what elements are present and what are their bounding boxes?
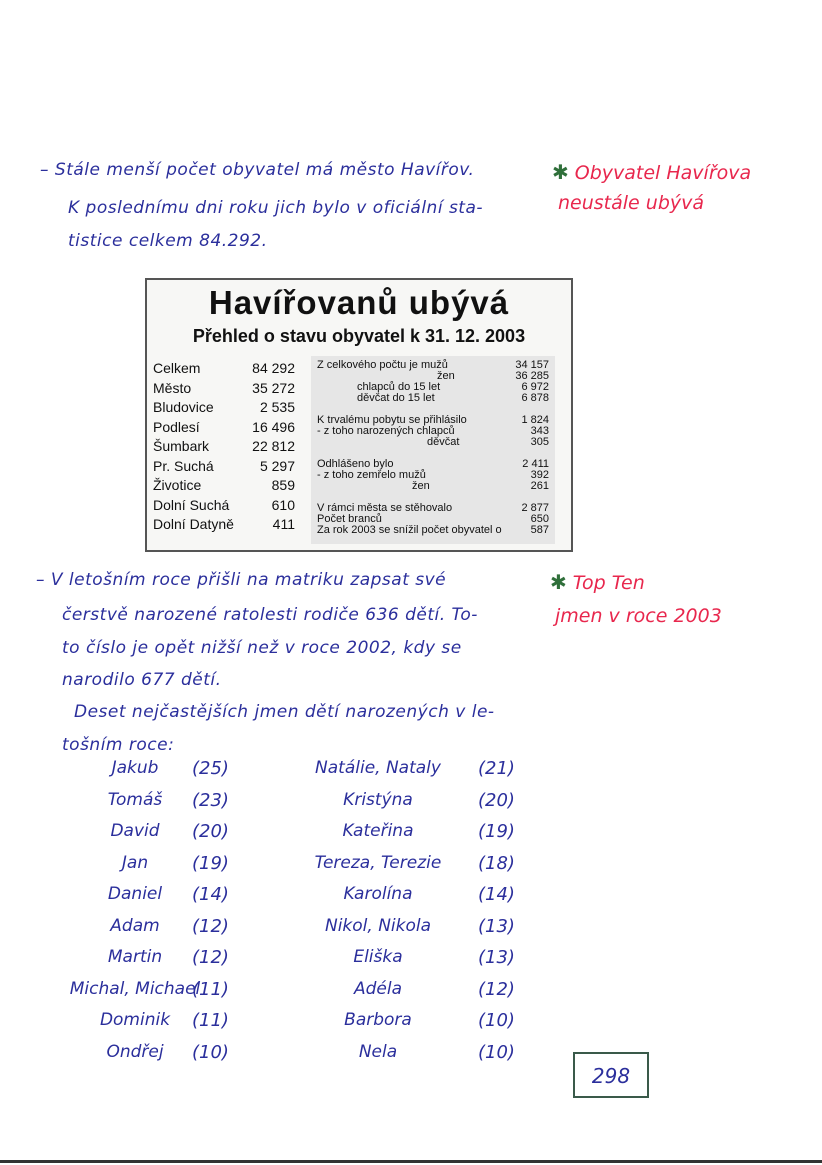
name-count: (12) <box>192 915 229 937</box>
district-name: Životice <box>153 477 202 493</box>
child-name: Tomáš <box>107 789 163 810</box>
stats-label: žen <box>437 370 455 382</box>
child-name: Dominik <box>99 1010 171 1030</box>
stats-value: 392 <box>530 469 549 481</box>
district-value: 411 <box>272 516 295 532</box>
district-value: 5 297 <box>259 457 295 474</box>
child-name: Kristýna <box>343 789 413 810</box>
text-line: – V letošním roce přišli na matriku zapsat své <box>36 570 447 590</box>
stats-value: 343 <box>530 425 549 437</box>
clipping-subtitle: Přehled o stavu obyvatel k 31. 12. 2003 <box>192 326 526 346</box>
name-count: (21) <box>478 758 515 779</box>
note-line: neustále ubývá <box>558 192 705 214</box>
district-name: Město <box>153 379 192 396</box>
stats-row <box>317 437 549 448</box>
stats-value: 36 285 <box>515 370 549 382</box>
text-line: tošním roce: <box>62 735 175 755</box>
stats-value: 6 878 <box>521 392 549 404</box>
stats-row <box>317 393 549 404</box>
child-name: Adam <box>110 915 160 936</box>
district-name: Podlesí <box>153 418 200 435</box>
child-name: Nela <box>358 1041 398 1062</box>
district-name: Bludovice <box>153 399 214 415</box>
child-name: Adéla <box>353 978 403 999</box>
stats-row <box>317 481 549 492</box>
stats-table <box>311 356 555 544</box>
district-name: Dolní Datyně <box>153 516 234 532</box>
district-name: Pr. Suchá <box>153 457 214 474</box>
district-row <box>153 419 295 439</box>
clipping-title: Havířovanů ubývá <box>208 284 510 321</box>
page-number: 298 <box>573 1052 649 1098</box>
district-value: 16 496 <box>252 418 295 435</box>
stats-label: děvčat do 15 let <box>357 392 435 404</box>
name-count: (10) <box>478 1010 515 1031</box>
stats-label: Za rok 2003 se snížil počet obyvatel o <box>317 524 502 536</box>
stats-value: 261 <box>530 480 549 492</box>
child-name: Kateřina <box>342 821 414 841</box>
stats-value: 1 824 <box>521 414 549 426</box>
newspaper-clipping <box>145 278 573 552</box>
name-count: (13) <box>478 915 515 937</box>
name-count: (14) <box>192 884 229 905</box>
name-count: (19) <box>192 852 229 874</box>
stats-value: 6 972 <box>521 381 549 393</box>
district-row <box>153 438 295 458</box>
district-name: Celkem <box>153 360 201 376</box>
stats-value: 34 157 <box>515 359 549 371</box>
name-count: (11) <box>192 1010 229 1031</box>
child-name: Daniel <box>107 884 163 904</box>
text-line: K poslednímu dni roku jich bylo v oficiální sta- <box>68 198 484 218</box>
asterisk-icon: ✱ <box>552 160 569 184</box>
child-name: Tereza, Terezie <box>314 852 442 873</box>
note-line: Top Ten <box>572 572 645 594</box>
stats-label: Počet branců <box>317 513 382 525</box>
stats-value: 305 <box>530 436 549 448</box>
name-count: (10) <box>478 1041 515 1063</box>
name-count: (14) <box>478 884 515 905</box>
stats-label: Z celkového počtu je mužů <box>317 359 448 371</box>
district-row <box>153 380 295 400</box>
child-name: Jakub <box>111 758 159 778</box>
text-line: – Stále menší počet obyvatel má město Havířov. <box>40 160 475 180</box>
name-count: (20) <box>192 821 229 842</box>
note-line: jmen v roce 2003 <box>555 605 722 627</box>
district-value: 859 <box>271 477 295 493</box>
stats-row <box>317 470 549 481</box>
child-name: Jan <box>121 852 149 873</box>
stats-label: děvčat <box>427 436 460 448</box>
child-name: Barbora <box>344 1010 412 1030</box>
text-line: narodilo 677 dětí. <box>62 670 222 690</box>
child-name: Eliška <box>353 947 403 967</box>
scan-edge-line <box>0 1160 822 1163</box>
stats-value: 587 <box>530 524 549 536</box>
name-count: (20) <box>478 789 515 811</box>
stats-value: 2 877 <box>521 502 549 514</box>
child-name: Ondřej <box>106 1041 164 1062</box>
text-line: to číslo je opět nižší než v roce 2002, kdy se <box>62 638 462 658</box>
district-row <box>153 516 295 536</box>
district-value: 2 535 <box>259 399 295 415</box>
name-count: (18) <box>478 852 515 874</box>
stats-label: V rámci města se stěhovalo <box>317 502 453 514</box>
name-count: (11) <box>192 978 229 1000</box>
name-count: (23) <box>192 789 229 811</box>
stats-label: - z toho narozených chlapců <box>317 425 455 437</box>
stats-label: Odhlášeno bylo <box>317 458 394 470</box>
district-row <box>153 477 295 497</box>
stats-label: K trvalému pobytu se přihlásilo <box>317 414 467 426</box>
child-name: Natálie, Nataly <box>315 758 441 778</box>
district-value: 22 812 <box>252 438 295 454</box>
stats-row <box>317 360 549 371</box>
child-name: Nikol, Nikola <box>324 915 432 936</box>
district-row <box>153 497 295 517</box>
name-count: (19) <box>478 821 515 842</box>
district-value: 610 <box>271 496 295 513</box>
child-name: David <box>110 821 160 841</box>
note-line: Obyvatel Havířova <box>574 162 752 184</box>
child-name: Michal, Michael <box>69 978 201 999</box>
district-table <box>153 360 295 536</box>
name-count: (12) <box>478 978 515 1000</box>
name-count: (25) <box>192 758 229 779</box>
district-row <box>153 458 295 478</box>
name-count: (10) <box>192 1041 229 1063</box>
stats-value: 650 <box>530 513 549 525</box>
stats-row <box>317 525 549 536</box>
asterisk-icon: ✱ <box>550 570 567 594</box>
stats-label: žen <box>412 480 430 492</box>
stats-label: chlapců do 15 let <box>357 381 441 393</box>
stats-value: 2 411 <box>522 458 549 470</box>
text-line: Deset nejčastějších jmen dětí narozených v le- <box>74 702 495 722</box>
district-name: Dolní Suchá <box>153 496 230 513</box>
district-row <box>153 399 295 419</box>
text-line: tistice celkem 84.292. <box>68 231 268 251</box>
child-name: Martin <box>107 947 163 967</box>
stats-label: - z toho zemřelo mužů <box>317 469 426 481</box>
district-value: 35 272 <box>252 379 295 396</box>
text-line: čerstvě narozené ratolesti rodiče 636 dětí. To- <box>62 605 478 625</box>
district-name: Šumbark <box>153 438 210 454</box>
district-value: 84 292 <box>252 360 295 376</box>
child-name: Karolína <box>343 884 413 904</box>
district-row <box>153 360 295 380</box>
name-count: (13) <box>478 947 515 968</box>
name-count: (12) <box>192 947 229 968</box>
